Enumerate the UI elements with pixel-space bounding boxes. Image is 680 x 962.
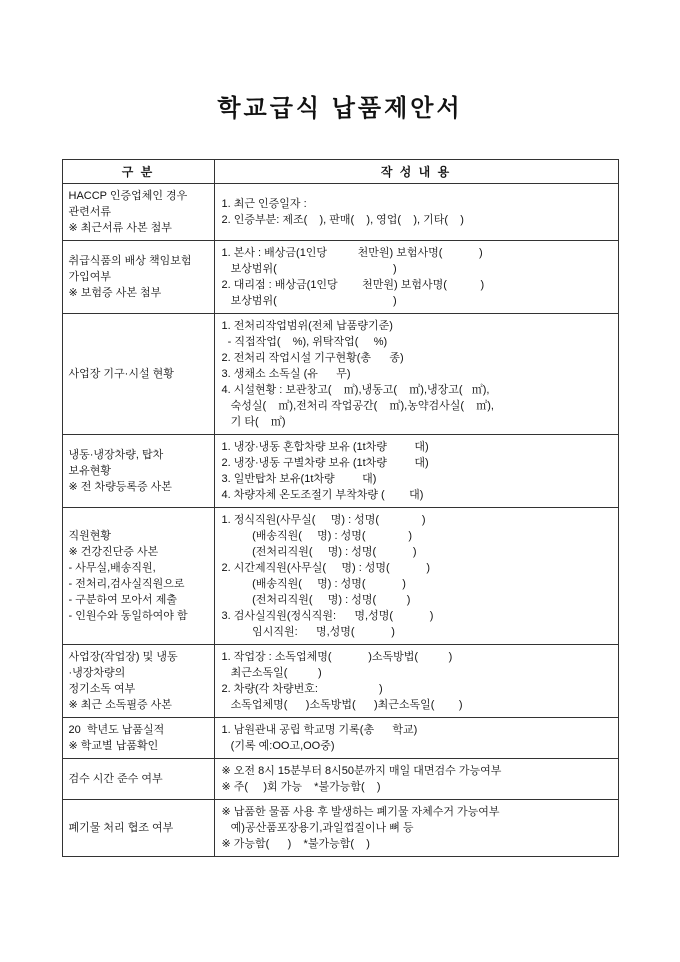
content-line: 2. 냉장·냉동 구별차량 보유 (1t차량 대): [221, 457, 429, 469]
page-title: 학교급식 납품제안서: [217, 95, 463, 122]
category-line: 관련서류: [68, 206, 112, 218]
content-line: 2. 인증부분: 제조( ), 판매( ), 영업( ), 기타( ): [221, 214, 464, 226]
header-content: 작 성 내 용: [214, 160, 618, 184]
content-line: 2. 시간제직원(사무실( 명) : 성명( ): [221, 562, 431, 574]
content-cell: [214, 508, 618, 645]
table-row: [62, 508, 618, 645]
category-line: HACCP 인증업체인 경우: [68, 190, 188, 202]
category-line: - 구분하여 모아서 제출: [68, 594, 177, 606]
category-line: - 인원수와 동일하여야 함: [68, 610, 188, 622]
form-table-body: [62, 184, 618, 857]
content-line: 보상범위( ): [221, 295, 397, 307]
header-category: 구 분: [62, 160, 214, 184]
content-cell: [214, 314, 618, 435]
category-line: ·냉장차량의: [68, 667, 126, 679]
content-line: 1. 작업장 : 소독업체명( )소독방법( ): [221, 651, 453, 663]
category-line: - 사무실,배송직원,: [68, 562, 156, 574]
content-line: 보상범위( ): [221, 263, 397, 275]
category-cell: [62, 184, 214, 241]
category-cell: [62, 435, 214, 508]
content-cell: [214, 241, 618, 314]
content-line: 1. 남원관내 공립 학교명 기록(총 학교): [221, 724, 418, 736]
content-line: 임시직원: 명,성명( ): [221, 626, 395, 638]
content-line: (기록 예:OO고,OO중): [221, 740, 335, 752]
content-line: 4. 시설현황 : 보관창고( ㎡),냉동고( ㎡),냉장고( ㎡),: [221, 384, 490, 396]
content-line: ※ 오전 8시 15분부터 8시50분까지 매일 대면검수 가능여부: [221, 765, 502, 777]
category-line: 검수 시간 준수 여부: [68, 773, 163, 785]
category-line: 폐기물 처리 협조 여부: [68, 822, 174, 834]
content-line: 1. 최근 인증일자 :: [221, 198, 307, 210]
content-line: 예)공산품포장용기,과일껍질이나 뼈 등: [221, 822, 414, 834]
category-cell: [62, 645, 214, 718]
content-line: ※ 납품한 물품 사용 후 발생하는 폐기물 자체수거 가능여부: [221, 806, 500, 818]
category-line: 취급식품의 배상 책임보험: [68, 255, 192, 267]
content-cell: [214, 645, 618, 718]
table-row: [62, 314, 618, 435]
content-line: ※ 주( )회 가능 *불가능함( ): [221, 781, 381, 793]
category-line: - 전처리,검사실직원으로: [68, 578, 185, 590]
content-line: ※ 가능함( ) *불가능함( ): [221, 838, 370, 850]
content-line: 2. 차량(각 차량번호: ): [221, 683, 383, 695]
content-cell: [214, 759, 618, 800]
content-line: 3. 생채소 소독실 (유 무): [221, 368, 351, 380]
content-line: (배송직원( 명) : 성명( ): [221, 578, 406, 590]
content-line: 2. 전처리 작업시설 기구현황(총 종): [221, 352, 404, 364]
category-line: 정기소독 여부: [68, 683, 136, 695]
content-line: 4. 차량자체 온도조절기 부착차량 ( 대): [221, 489, 424, 501]
table-row: [62, 718, 618, 759]
category-cell: [62, 800, 214, 857]
content-line: 1. 냉장·냉동 혼합차량 보유 (1t차량 대): [221, 441, 429, 453]
content-line: - 직접작업( %), 위탁작업( %): [221, 336, 388, 348]
content-cell: [214, 800, 618, 857]
content-line: 숙성실( ㎡),전처리 작업공간( ㎡),농약검사실( ㎡),: [221, 400, 494, 412]
category-line: ※ 학교별 납품확인: [68, 740, 159, 752]
content-line: (전처리직원( 명) : 성명( ): [221, 594, 411, 606]
table-row: [62, 800, 618, 857]
content-line: 최근소독일( ): [221, 667, 322, 679]
category-cell: [62, 314, 214, 435]
content-line: 1. 본사 : 배상금(1인당 천만원) 보험사명( ): [221, 247, 483, 259]
content-line: 3. 일반탑차 보유(1t차량 대): [221, 473, 377, 485]
content-cell: [214, 718, 618, 759]
category-line: ※ 전 차량등록증 사본: [68, 481, 172, 493]
category-cell: [62, 718, 214, 759]
content-line: 소독업체명( )소독방법( )최근소독일( ): [221, 699, 463, 711]
content-cell: [214, 435, 618, 508]
content-cell: [214, 184, 618, 241]
table-row: [62, 759, 618, 800]
category-cell: [62, 759, 214, 800]
category-cell: [62, 241, 214, 314]
category-line: 냉동·냉장차량, 탑차: [68, 449, 164, 461]
content-line: 2. 대리점 : 배상금(1인당 천만원) 보험사명( ): [221, 279, 485, 291]
category-line: ※ 보험증 사본 첨부: [68, 287, 162, 299]
content-line: (배송직원( 명) : 성명( ): [221, 530, 412, 542]
table-row: [62, 435, 618, 508]
category-cell: [62, 508, 214, 645]
table-row: [62, 645, 618, 718]
category-line: 20 학년도 납품실적: [68, 724, 165, 736]
content-line: 1. 정식직원(사무실( 명) : 성명( ): [221, 514, 426, 526]
content-line: 3. 검사실직원(정식직원: 명,성명( ): [221, 610, 434, 622]
category-line: 보유현황: [68, 465, 112, 477]
category-line: 가입여부: [68, 271, 112, 283]
category-line: ※ 최근서류 사본 첨부: [68, 222, 172, 234]
table-header-row: [62, 160, 618, 184]
category-line: 직원현황: [68, 530, 112, 542]
category-line: ※ 건강진단증 사본: [68, 546, 159, 558]
content-line: (전처리직원( 명) : 성명( ): [221, 546, 417, 558]
category-line: 사업장(작업장) 및 냉동: [68, 651, 178, 663]
category-line: 사업장 기구·시설 현황: [68, 368, 174, 380]
category-line: ※ 최근 소독필증 사본: [68, 699, 172, 711]
content-line: 1. 전처리작업범위(전체 납품량기준): [221, 320, 393, 332]
content-line: 기 타( ㎡): [221, 416, 286, 428]
table-row: [62, 184, 618, 241]
proposal-form-table: [62, 159, 619, 857]
table-row: [62, 241, 618, 314]
